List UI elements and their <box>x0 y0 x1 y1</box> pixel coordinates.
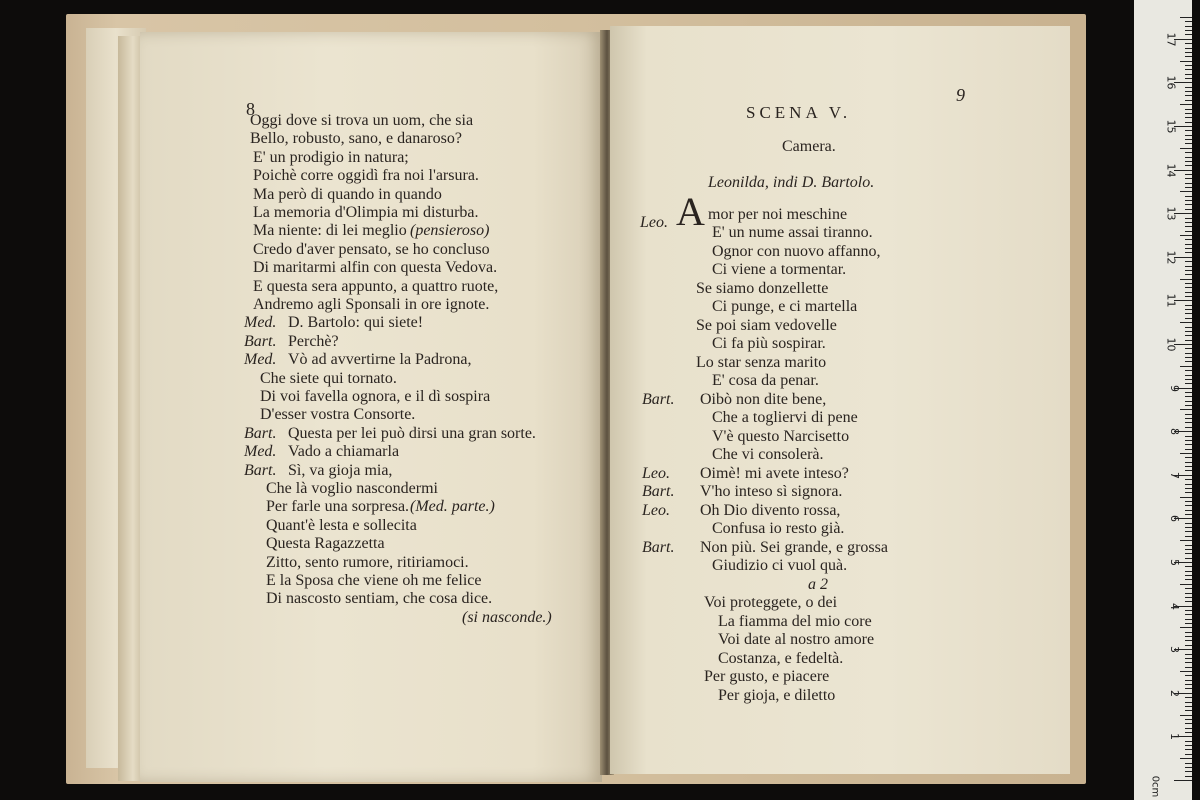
ruler-tick <box>1185 401 1192 402</box>
ruler-tick <box>1185 488 1192 489</box>
ruler-tick <box>1185 575 1192 576</box>
verse-line: Questa per lei può dirsi una gran sorte. <box>288 424 536 442</box>
ruler-tick <box>1185 566 1192 567</box>
ruler-tick <box>1185 353 1192 354</box>
ruler-tick <box>1185 370 1192 371</box>
verse-line: Giudizio ci vuol quà. <box>712 557 848 574</box>
ruler-tick <box>1185 667 1192 668</box>
ruler-tick <box>1185 601 1192 602</box>
ruler-tick <box>1185 654 1192 655</box>
ruler-tick <box>1185 30 1192 31</box>
ruler-tick <box>1185 266 1192 267</box>
ruler-tick <box>1185 588 1192 589</box>
ruler-tick <box>1185 113 1192 114</box>
ruler-tick <box>1185 745 1192 746</box>
ruler-tick <box>1185 335 1192 336</box>
stage-direction: (si nasconde.) <box>462 608 552 626</box>
ruler-tick <box>1185 218 1192 219</box>
ruler-tick <box>1185 43 1192 44</box>
ruler-tick <box>1185 244 1192 245</box>
verse-line: E questa sera appunto, a quattro ruote, <box>253 277 499 295</box>
verse-line: E la Sposa che viene oh me felice <box>266 572 482 589</box>
ruler-tick <box>1185 252 1192 253</box>
verse-line: Che a togliervi di pene <box>712 409 858 426</box>
ruler-tick <box>1185 414 1192 415</box>
ruler-tick <box>1180 715 1192 716</box>
ruler-tick <box>1180 758 1192 759</box>
ruler-tick <box>1185 662 1192 663</box>
ruler-tick <box>1185 688 1192 689</box>
ruler-tick <box>1185 636 1192 637</box>
verse-line: Ci fa più sospirar. <box>712 335 826 352</box>
ruler-tick <box>1185 440 1192 441</box>
ruler-tick <box>1185 204 1192 205</box>
ruler-tick <box>1180 322 1192 323</box>
verse-line: Vado a chiamarla <box>288 443 400 461</box>
speaker-label: Bart. <box>244 461 277 479</box>
ruler-tick <box>1185 754 1192 755</box>
ruler-tick <box>1185 457 1192 458</box>
ruler-tick <box>1180 453 1192 454</box>
ruler-tick <box>1185 571 1192 572</box>
ruler-tick <box>1180 148 1192 149</box>
verse-line: V'è questo Narcisetto <box>712 427 850 445</box>
ruler-tick <box>1185 436 1192 437</box>
ruler-tick <box>1185 396 1192 397</box>
verse-line: Poichè corre oggidì fra noi l'arsura. <box>253 167 479 185</box>
ruler-tick <box>1185 484 1192 485</box>
ruler-tick <box>1185 579 1192 580</box>
ruler-tick <box>1185 619 1192 620</box>
ruler-tick <box>1185 375 1192 376</box>
ruler-number: 13 <box>1164 206 1178 221</box>
ruler-number: 3 <box>1168 646 1181 654</box>
ruler-tick <box>1185 274 1192 275</box>
ruler-tick <box>1185 623 1192 624</box>
ruler-number: 1 <box>1168 733 1181 741</box>
ruler-tick <box>1185 161 1192 162</box>
ruler-tick <box>1185 527 1192 528</box>
verse-line: La fiamma del mio core <box>718 612 872 630</box>
ruler-tick <box>1180 497 1192 498</box>
ruler-tick <box>1185 776 1192 777</box>
verse-line: Ma niente: di lei meglio <box>253 222 407 240</box>
ruler-tick <box>1185 270 1192 271</box>
verse-line: Che siete qui tornato. <box>260 369 397 387</box>
ruler-tick <box>1185 34 1192 35</box>
ruler-tick <box>1185 545 1192 546</box>
ruler-tick <box>1185 427 1192 428</box>
ensemble-marker: a 2 <box>808 575 828 593</box>
ruler-tick <box>1180 235 1192 236</box>
verse-line: Vò ad avvertirne la Padrona, <box>288 351 472 369</box>
scene-setting: Camera. <box>782 138 836 155</box>
ruler-tick <box>1185 379 1192 380</box>
ruler-tick <box>1185 492 1192 493</box>
ruler-tick <box>1185 135 1192 136</box>
ruler-tick <box>1185 152 1192 153</box>
verse-line: mor per noi meschine <box>708 206 848 223</box>
stage-direction: (pensieroso) <box>410 222 490 240</box>
verse-line: Zitto, sento rumore, ritiriamoci. <box>266 553 469 571</box>
ruler-tick <box>1180 409 1192 410</box>
ruler-tick <box>1185 501 1192 502</box>
ruler-tick <box>1180 17 1192 18</box>
ruler-tick <box>1185 165 1192 166</box>
verse-line: E' cosa da penar. <box>712 372 819 389</box>
ruler-tick <box>1185 444 1192 445</box>
ruler-tick <box>1185 470 1192 471</box>
ruler-tick <box>1185 466 1192 467</box>
ruler-tick <box>1185 130 1192 131</box>
verse-line: E' un nume assai tiranno. <box>712 224 873 241</box>
ruler-tick <box>1185 109 1192 110</box>
ruler-tick <box>1185 658 1192 659</box>
ruler-tick <box>1185 593 1192 594</box>
ruler-tick <box>1180 104 1192 105</box>
verse-line: Per gusto, e piacere <box>704 668 830 685</box>
verse-line: V'ho inteso sì signora. <box>700 483 843 500</box>
ruler-tick <box>1185 69 1192 70</box>
ruler-tick <box>1185 536 1192 537</box>
ruler-tick <box>1185 614 1192 615</box>
ruler-tick <box>1185 462 1192 463</box>
stage-direction: (Med. parte.) <box>410 498 495 516</box>
ruler-tick <box>1185 749 1192 750</box>
speaker-label: Bart. <box>244 424 277 442</box>
ruler-tick <box>1185 719 1192 720</box>
ruler-tick <box>1185 763 1192 764</box>
ruler-tick <box>1185 296 1192 297</box>
ruler-tick <box>1185 239 1192 240</box>
verse-line: Ci viene a tormentar. <box>712 261 847 278</box>
ruler-tick <box>1185 505 1192 506</box>
ruler-tick <box>1185 723 1192 724</box>
ruler-tick <box>1180 279 1192 280</box>
ruler-tick <box>1185 196 1192 197</box>
ruler-tick <box>1185 65 1192 66</box>
verse-line: Non più. Sei grande, e grossa <box>700 538 888 556</box>
ruler-tick <box>1185 549 1192 550</box>
ruler-tick <box>1185 226 1192 227</box>
ruler-tick <box>1180 540 1192 541</box>
ruler-tick <box>1185 117 1192 118</box>
ruler-number: 12 <box>1164 250 1178 265</box>
ruler-tick <box>1185 514 1192 515</box>
ruler-number: 5 <box>1168 559 1181 566</box>
speaker-label: Bart. <box>244 332 277 350</box>
ruler-tick <box>1185 558 1192 559</box>
verse-line: La memoria d'Olimpia mi disturba. <box>253 204 479 221</box>
ruler-tick <box>1185 706 1192 707</box>
ruler-tick <box>1185 632 1192 633</box>
verse-line: Confusa io resto già. <box>712 520 845 537</box>
ruler-tick <box>1185 305 1192 306</box>
verse-line: Questa Ragazzetta <box>266 535 385 553</box>
ruler-tick <box>1185 680 1192 681</box>
ruler-tick <box>1185 645 1192 646</box>
ruler-tick <box>1185 283 1192 284</box>
verse-line: D'esser vostra Consorte. <box>260 406 416 424</box>
ruler-tick <box>1185 91 1192 92</box>
ruler-number: 11 <box>1164 293 1178 308</box>
ruler-number: 17 <box>1164 32 1178 47</box>
ruler-tick <box>1185 74 1192 75</box>
ruler-tick <box>1185 100 1192 101</box>
ruler-tick <box>1185 392 1192 393</box>
verse-line: Ognor con nuovo affanno, <box>712 242 881 260</box>
verse-line: Perchè? <box>288 332 339 350</box>
ruler-tick <box>1180 191 1192 192</box>
verse-line: Ci punge, e ci martella <box>712 298 858 315</box>
ruler-tick <box>1185 728 1192 729</box>
ruler-tick <box>1185 52 1192 53</box>
ruler-tick <box>1174 780 1192 781</box>
speaker-label: Med. <box>244 314 277 332</box>
verse-line: Per gioja, e diletto <box>718 686 836 704</box>
ruler-tick <box>1185 553 1192 554</box>
ruler-tick <box>1185 87 1192 88</box>
verse-line: D. Bartolo: qui siete! <box>288 314 424 332</box>
verse-line: Voi date al nostro amore <box>718 631 875 648</box>
verse-line: Quant'è lesta e sollecita <box>266 516 417 534</box>
verse-line: Bello, robusto, sano, e danaroso? <box>250 130 462 148</box>
ruler-tick <box>1185 248 1192 249</box>
ruler-tick <box>1185 318 1192 319</box>
verse-line: Oibò non dite bene, <box>700 390 827 408</box>
verse-line: Se siamo donzellette <box>696 279 829 297</box>
verse-line: Che vi consolerà. <box>712 446 824 463</box>
verse-line: Oimè! mi avete inteso? <box>700 464 849 482</box>
ruler-tick <box>1180 627 1192 628</box>
ruler-tick <box>1185 523 1192 524</box>
ruler-tick <box>1185 143 1192 144</box>
ruler-number: 10 <box>1164 337 1178 352</box>
verse-line: Costanza, e fedeltà. <box>718 649 844 667</box>
ruler-number: 2 <box>1168 689 1181 697</box>
ruler-tick <box>1185 78 1192 79</box>
ruler-unit-label: 0cm <box>1149 775 1161 798</box>
verse-line: Di voi favella ognora, e il dì sospira <box>260 388 491 405</box>
ruler-tick <box>1185 157 1192 158</box>
ruler-tick <box>1185 122 1192 123</box>
page-number: 9 <box>956 85 965 105</box>
ruler-tick <box>1185 174 1192 175</box>
ruler-number: 16 <box>1164 75 1178 90</box>
ruler-tick <box>1185 21 1192 22</box>
verse-line: Oh Dio divento rossa, <box>700 501 841 519</box>
ruler-tick <box>1180 671 1192 672</box>
speaker-label: Leo. <box>642 501 670 519</box>
ruler-tick <box>1185 261 1192 262</box>
ruler-tick <box>1185 95 1192 96</box>
verse-line: Sì, va gioja mia, <box>288 461 393 479</box>
ruler-tick <box>1180 366 1192 367</box>
verse-line: Di nascosto sentiam, che cosa dice. <box>266 590 493 608</box>
speaker-label: Leo. <box>640 214 668 231</box>
measuring-ruler <box>1134 0 1192 800</box>
ruler-tick <box>1185 610 1192 611</box>
ruler-tick <box>1185 531 1192 532</box>
ruler-tick <box>1185 200 1192 201</box>
ruler-number: 14 <box>1164 163 1178 178</box>
verse-line: Lo star senza marito <box>696 353 827 371</box>
ruler-tick <box>1185 222 1192 223</box>
ruler-tick <box>1185 292 1192 293</box>
ruler-tick <box>1185 449 1192 450</box>
ruler-tick <box>1185 479 1192 480</box>
verse-line: E' un prodigio in natura; <box>253 148 409 166</box>
ruler-tick <box>1185 178 1192 179</box>
ruler-tick <box>1185 209 1192 210</box>
ruler-tick <box>1185 640 1192 641</box>
page-number: 8 <box>246 99 255 119</box>
ruler-tick <box>1185 26 1192 27</box>
ruler-tick <box>1185 139 1192 140</box>
verse-line: Di maritarmi alfin con questa Vedova. <box>253 259 498 277</box>
ruler-tick <box>1185 348 1192 349</box>
speaker-label: Bart. <box>642 483 675 500</box>
verse-line: Oggi dove si trova un uom, che sia <box>250 112 474 129</box>
speaker-label: Med. <box>244 443 277 461</box>
ruler-number: 7 <box>1168 471 1181 479</box>
ruler-number: 8 <box>1168 428 1181 436</box>
ruler-tick <box>1185 405 1192 406</box>
ruler-tick <box>1185 340 1192 341</box>
ruler-tick <box>1185 597 1192 598</box>
ruler-number: 15 <box>1164 119 1178 134</box>
speaker-label: Med. <box>244 351 277 369</box>
speaker-label: Bart. <box>642 538 675 556</box>
ruler-tick <box>1185 418 1192 419</box>
scene-title: SCENA V. <box>746 103 852 122</box>
ruler-tick <box>1180 61 1192 62</box>
ruler-tick <box>1185 675 1192 676</box>
ruler-tick <box>1185 361 1192 362</box>
verse-line: Per farle una sorpresa. <box>266 498 410 516</box>
ruler-tick <box>1180 584 1192 585</box>
drop-cap: A <box>676 189 705 234</box>
ruler-tick <box>1185 327 1192 328</box>
verse-line: Ma però di quando in quando <box>253 185 442 203</box>
ruler-tick <box>1185 187 1192 188</box>
verse-line: Se poi siam vedovelle <box>696 316 837 334</box>
ruler-tick <box>1185 183 1192 184</box>
ruler-tick <box>1185 684 1192 685</box>
ruler-tick <box>1185 741 1192 742</box>
ruler-tick <box>1185 231 1192 232</box>
verse-line: Voi proteggete, o dei <box>704 594 838 611</box>
ruler-number: 4 <box>1168 602 1181 610</box>
ruler-tick <box>1185 771 1192 772</box>
verse-line: Che là voglio nascondermi <box>266 480 438 497</box>
ruler-tick <box>1185 732 1192 733</box>
ruler-number: 9 <box>1168 384 1181 392</box>
speaker-label: Leo. <box>642 464 670 482</box>
character-list: Leonilda, indi D. Bartolo. <box>708 174 875 191</box>
ruler-tick <box>1185 357 1192 358</box>
ruler-tick <box>1185 287 1192 288</box>
ruler-tick <box>1185 510 1192 511</box>
ruler-tick <box>1185 710 1192 711</box>
ruler-tick <box>1185 702 1192 703</box>
speaker-label: Bart. <box>642 390 675 408</box>
ruler-tick <box>1185 309 1192 310</box>
ruler-tick <box>1185 697 1192 698</box>
ruler-tick <box>1185 48 1192 49</box>
verse-line: Andremo agli Sponsali in ore ignote. <box>253 296 490 313</box>
ruler-tick <box>1185 383 1192 384</box>
ruler-tick <box>1185 422 1192 423</box>
ruler-number: 6 <box>1168 515 1181 523</box>
verse-line: Credo d'aver pensato, se ho concluso <box>253 240 490 258</box>
ruler-tick <box>1185 313 1192 314</box>
ruler-tick <box>1185 56 1192 57</box>
ruler-tick <box>1185 331 1192 332</box>
ruler-tick <box>1185 767 1192 768</box>
